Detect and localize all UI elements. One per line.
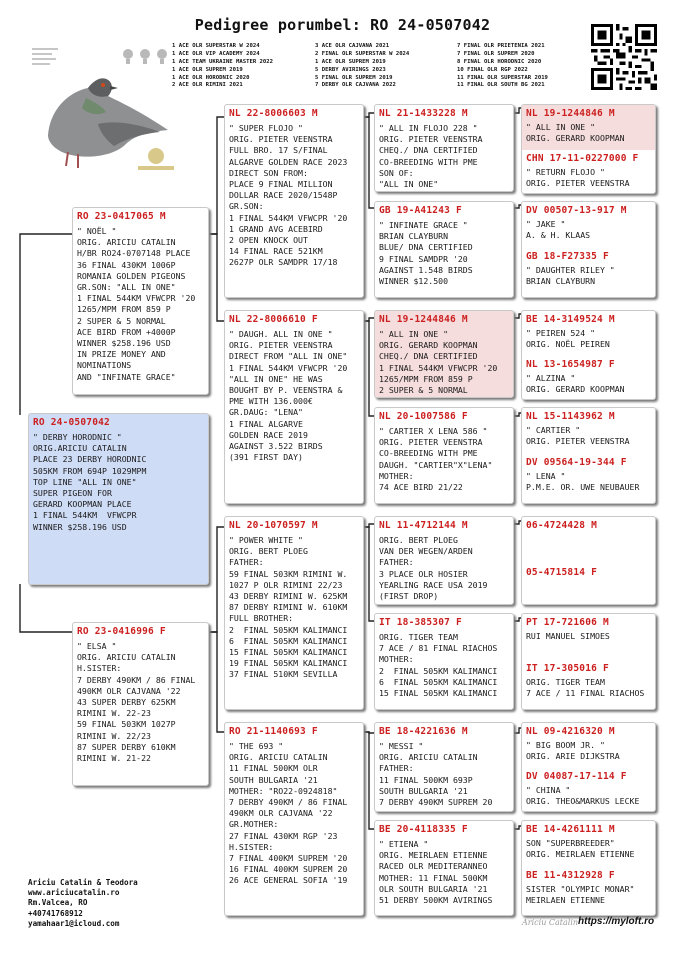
achievement-item: 10 FINAL OLR RGP 2022 <box>457 66 528 73</box>
achievement-item: 11 FINAL OLR SOUTH BG 2021 <box>457 82 545 89</box>
myloft-link[interactable]: https://myloft.ro <box>578 916 655 927</box>
pigeon-info: " DAUGHTER RILEY " BRIAN CLAYBURN <box>526 265 615 287</box>
achievement-item: 2 ACE OLR RIMINI 2021 <box>172 82 243 89</box>
pigeon-card-gen4 <box>522 723 655 768</box>
pigeon-photo <box>28 40 178 190</box>
pigeon-card-subject <box>28 413 209 585</box>
pigeon-card-sire-dam <box>224 310 364 504</box>
ring-number: PT 17-721606 M <box>526 617 609 628</box>
pigeon-card-gen4 <box>522 660 655 710</box>
pigeon-card-gen4 <box>522 150 655 194</box>
ring-number: 06-4724428 M <box>526 520 598 531</box>
ring-number: NL 21-1433228 M <box>379 108 468 119</box>
ring-number: NL 19-1244846 M <box>526 108 615 119</box>
pigeon-info: " ALL IN FLOJO 228 " ORIG. PIETER VEENSTRA CHEQ./ DNA CERTIFIED CO-BREEDING WITH PME SON OF: "ALL IN ONE" <box>379 123 483 190</box>
pigeon-card-sdd <box>374 407 514 504</box>
ring-number: NL 22-8006610 F <box>229 314 318 325</box>
pigeon-info: SON "SUPERBREEDER" ORIG. MEIRLAEN ETIENNE <box>526 838 635 860</box>
pigeon-card-dds <box>374 722 514 812</box>
ring-number: BE 14-3149524 M <box>526 314 615 325</box>
pigeon-info: " ALL IN ONE " ORIG. GERARD KOOPMAN <box>526 122 625 144</box>
pigeon-card-sire-sire <box>224 104 364 298</box>
pigeon-info: " LENA " P.M.E. OR. UWE NEUBAUER <box>526 471 640 493</box>
achievement-item: 1 ACE OLR HORODNIC 2020 <box>172 74 250 81</box>
owner-contact <box>28 878 138 929</box>
pigeon-info: ORIG. TIGER TEAM 7 ACE / 81 FINAL RIACHOS MOTHER: 2 FINAL 505KM KALIMANCI 6 FINAL 505KM KALIMANCI 15 FINAL 505KM KALIMANCI <box>379 632 498 699</box>
pigeon-card-dam <box>72 622 209 786</box>
achievement-item: 1 ACE OLR VIP ACADEMY 2024 <box>172 50 260 57</box>
ring-number: RO 24-0507042 <box>33 417 110 428</box>
achievement-item: 5 DERBY AVIRINGS 2023 <box>315 66 386 73</box>
ring-number: DV 00507-13-917 M <box>526 205 627 216</box>
pigeon-info: " SUPER FLOJO " ORIG. PIETER VEENSTRA FULL BRO. 17 S/FINAL ALGARVE GOLDEN RACE 2023 DIRECT SON FROM: PLACE 9 FINAL MILLION DOLLAR RACE 2020/1548P GR.SON: 1 FINAL 544KM VFWCPR '20 1 GRAND AVG ACEBIRD 2 OPEN KNOCK OUT 14 FINAL RACE 521KM 2627P OLR SAMDPR 17/18 <box>229 123 348 268</box>
ring-number: NL 13-1654987 F <box>526 359 615 370</box>
pigeon-card-gen4 <box>522 561 655 605</box>
pigeon-card-gen4 <box>522 821 655 867</box>
pigeon-info: " NOËL " ORIG. ARICIU CATALIN H/BR RO24-0707148 PLACE 36 FINAL 430KM 1006P ROMANIA GOLDEN PIGEONS GR.SON: "ALL IN ONE" 1 FINAL 544KM VFWCPR '20 1265/MPM FROM 859 P 2 SUPER & 5 NORMAL ACE BIRD FROM +4000P WINNER $258.196 USD IN PRIZE MONEY AND NOMINATIONS AND "INFINATE GRACE" <box>77 226 196 382</box>
ring-number: RO 21-1140693 F <box>229 726 318 737</box>
pigeon-info: " CARTIER " ORIG. PIETER VEENSTRA <box>526 425 630 447</box>
achievements-column-1 <box>172 43 273 90</box>
achievement-item: 5 FINAL OLR SUPREM 2019 <box>315 74 393 81</box>
logo-badge <box>138 148 174 170</box>
achievement-item: 2 FINAL OLR SUPERSTAR W 2024 <box>315 50 410 57</box>
pigeon-info: " ALL IN ONE " ORIG. GERARD KOOPMAN CHEQ./ DNA CERTIFIED 1 FINAL 544KM VFWCPR '20 1265/MPM FROM 859 P 2 SUPER & 5 NORMAL <box>379 329 498 396</box>
achievement-item: 7 FINAL OLR PRIETENIA 2021 <box>457 43 545 49</box>
pigeon-card-gen4 <box>522 614 655 660</box>
achievement-item: 8 FINAL OLR HORODNIC 2020 <box>457 58 542 65</box>
website-link[interactable]: www.ariciucatalin.ro <box>28 888 120 898</box>
pigeon-card-gen4-group <box>521 310 656 400</box>
pigeon-card-dam-sire <box>224 516 364 710</box>
ring-number: NL 09-4216320 M <box>526 726 615 737</box>
pigeon-card-gen4 <box>522 248 655 298</box>
achievement-item: 11 FINAL OLR SUPERSTAR 2019 <box>457 74 548 81</box>
pigeon-info: " CARTIER X LENA 586 " ORIG. PIETER VEENSTRA CO-BREEDING WITH PME DAUGH. "CARTIER"X"LENA" MOTHER: 74 ACE BIRD 21/22 <box>379 426 493 493</box>
ring-number: IT 17-305016 F <box>526 663 609 674</box>
trophy-icons <box>123 49 167 64</box>
achievement-item: 7 DERBY OLR CAJVANA 2022 <box>315 82 396 89</box>
pigeon-info: " PEIREN 524 " ORIG. NOËL PEIREN <box>526 328 610 350</box>
pigeon-card-gen4 <box>522 768 655 812</box>
pigeon-card-gen4 <box>522 311 655 356</box>
pigeon-info: " ETIENA " ORIG. MEIRLAEN ETIENNE RACED OLR MEDITERANNEO MOTHER: 11 FINAL 500KM OLR SOUTH BULGARIA '21 51 DERBY 500KM AVIRINGS <box>379 839 493 906</box>
pigeon-card-gen4 <box>522 202 655 248</box>
owner-name: Ariciu Catalin & Teodora <box>28 878 138 887</box>
pigeon-card-gen4-group <box>521 104 656 194</box>
pigeon-card-gen4-group <box>521 722 656 812</box>
pigeon-card-dam-dam <box>224 722 364 916</box>
achievements-column-3 <box>457 43 548 90</box>
ring-number: GB 18-F27335 F <box>526 251 609 262</box>
achievement-item: 1 ACE OLR SUPREM 2019 <box>172 66 243 73</box>
ring-number: DV 04087-17-114 F <box>526 771 627 782</box>
pigeon-info: " MESSI " ORIG. ARICIU CATALIN FATHER: 11 FINAL 500KM 693P SOUTH BULGARIA '21 7 DERBY 490KM SUPREM 20 <box>379 741 493 808</box>
pigeon-info: ORIG. BERT PLOEG VAN DER WEGEN/ARDEN FATHER: 3 PLACE OLR HOSIER YEARLING RACE USA 2019 (FIRST DROP) <box>379 535 488 602</box>
email-address[interactable]: yamahaar1@icloud.com <box>28 918 120 928</box>
ring-number: BE 14-4261111 M <box>526 824 615 835</box>
pigeon-card-gen4-group <box>521 201 656 298</box>
pigeon-info: " JAKE " A. & H. KLAAS <box>526 219 591 241</box>
achievement-item: 1 ACE OLR SUPREM 2019 <box>315 58 386 65</box>
ring-number: 05-4715814 F <box>526 567 598 578</box>
pigeon-card-gen4 <box>522 867 655 916</box>
pigeon-card-ssd <box>374 201 514 298</box>
phone-number: +40741768912 <box>28 908 83 918</box>
ring-number: NL 19-1244846 M <box>379 314 468 325</box>
achievement-item: 1 ACE TEAM UKRAINE MASTER 2022 <box>172 58 274 65</box>
pigeon-info: " INFINATE GRACE " BRIAN CLAYBURN BLUE/ DNA CERTIFIED 9 FINAL SAMDPR '20 AGAINST 1.548 BIRDS WINNER $12.500 <box>379 220 473 287</box>
pigeon-info: " ALZINA " ORIG. GERARD KOOPMAN <box>526 373 625 395</box>
pigeon-card-gen4 <box>522 356 655 400</box>
pigeon-card-sds <box>374 310 514 398</box>
pigeon-card-gen4 <box>522 105 655 150</box>
pigeon-card-sss <box>374 104 514 192</box>
ring-number: RO 23-0417065 M <box>77 211 166 222</box>
signature: Ariciu Catalin <box>522 918 579 927</box>
pigeon-info: ORIG. TIGER TEAM 7 ACE / 11 FINAL RIACHOS <box>526 677 645 699</box>
pigeon-info: " CHINA " ORIG. THEO&MARKUS LECKE <box>526 785 640 807</box>
ring-number: BE 20-4118335 F <box>379 824 468 835</box>
pigeon-info: " POWER WHITE " ORIG. BERT PLOEG FATHER: 59 FINAL 503KM RIMINI W. 1027 P OLR RIMINI 22/23 43 DERBY RIMINI W. 625KM 87 DERBY RIMINI W. 610KM FULL BROTHER: 2 FINAL 505KM KALIMANCI 6 FINAL 505KM KALIMANCI 15 FINAL 505KM KALIMANCI 19 FINAL 505KM KALIMANCI 37 FINAL 510KM SEVILLA <box>229 535 348 680</box>
ring-number: NL 22-8006603 M <box>229 108 318 119</box>
achievement-item: 3 ACE OLR CAJVANA 2021 <box>315 43 390 49</box>
pigeon-card-gen4-group <box>521 820 656 916</box>
page-title: Pedigree porumbel: RO 24-0507042 <box>194 16 491 34</box>
achievement-item: 1 ACE OLR SUPERSTAR W 2024 <box>172 43 260 49</box>
pigeon-card-gen4 <box>522 454 655 504</box>
ring-number: IT 18-385307 F <box>379 617 462 628</box>
ring-number: GB 19-A41243 F <box>379 205 462 216</box>
pigeon-info: " DAUGH. ALL IN ONE " ORIG. PIETER VEENSTRA DIRECT FROM "ALL IN ONE" 1 FINAL 544KM VFWCPR '20 "ALL IN ONE" HE WAS BOUGHT BY P. VEENSTRA & PME WITH 136.000€ GR.DAUG: "LENA" 1 FINAL ALGARVE GOLDEN RACE 2019 AGAINST 3.522 BIRDS (391 FIRST DAY) <box>229 329 348 463</box>
pigeon-info: " DERBY HORODNIC " ORIG.ARICIU CATALIN PLACE 23 DERBY HORODNIC 505KM FROM 694P 1029MPM TOP LINE "ALL IN ONE" SUPER PIGEON FOR GERARD KOOPMAN PLACE 1 FINAL 544KM VFWCPR WINNER $258.196 USD <box>33 432 147 532</box>
pigeon-card-dss <box>374 516 514 605</box>
pigeon-info: " ELSA " ORIG. ARICIU CATALIN H.SISTER: 7 DERBY 490KM / 86 FINAL 490KM OLR CAJVANA '22 43 SUPER DERBY 625KM RIMINI W. 22-23 59 FINAL 503KM 1027P RIMINI W. 22/23 87 SUPER DERBY 610KM RIMINI W. 21-22 <box>77 641 196 764</box>
pigeon-info: SISTER "OLYMPIC MONAR" MEIRLAEN ETIENNE <box>526 884 635 906</box>
ring-number: RO 23-0416996 F <box>77 626 166 637</box>
ring-number: BE 11-4312928 F <box>526 870 615 881</box>
pigeon-info: " RETURN FLOJO " ORIG. PIETER VEENSTRA <box>526 167 630 189</box>
ring-number: NL 15-1143962 M <box>526 411 615 422</box>
ring-number: CHN 17-11-0227000 F <box>526 153 639 164</box>
ring-number: NL 11-4712144 M <box>379 520 468 531</box>
ring-number: NL 20-1070597 M <box>229 520 318 531</box>
ring-number: DV 09564-19-344 F <box>526 457 627 468</box>
pigeon-card-gen4-group <box>521 407 656 504</box>
pigeon-card-gen4-group <box>521 516 656 605</box>
ring-number: NL 20-1007586 F <box>379 411 468 422</box>
pigeon-card-dsd <box>374 613 514 710</box>
pigeon-card-gen4 <box>522 517 655 561</box>
achievements-column-2 <box>315 43 409 90</box>
pigeon-info: " BIG BOOM JR. " ORIG. ARIE DIJKSTRA <box>526 740 620 762</box>
pigeon-info: RUI MANUEL SIMOES <box>526 631 610 641</box>
location: Rm.Valcea, RO <box>28 898 88 908</box>
pigeon-info: " THE 693 " ORIG. ARICIU CATALIN 11 FINAL 500KM OLR SOUTH BULGARIA '21 MOTHER: "RO22-0924818" 7 DERBY 490KM / 86 FINAL 490KM OLR CAJVANA '22 GR.MOTHER: 27 FINAL 430KM RGP '23 H.SISTER: 7 FINAL 400KM SUPREM '20 16 FINAL 400KM SUPREM 20 26 ACE GENERAL SOFIA '19 <box>229 741 348 886</box>
pigeon-card-sire <box>72 207 209 395</box>
achievement-item: 7 FINAL OLR SUPREM 2020 <box>457 50 535 57</box>
pigeon-card-gen4 <box>522 408 655 454</box>
pigeon-card-gen4-group <box>521 613 656 710</box>
qr-code-icon <box>591 24 657 90</box>
ring-number: BE 18-4221636 M <box>379 726 468 737</box>
pigeon-card-ddd <box>374 820 514 916</box>
